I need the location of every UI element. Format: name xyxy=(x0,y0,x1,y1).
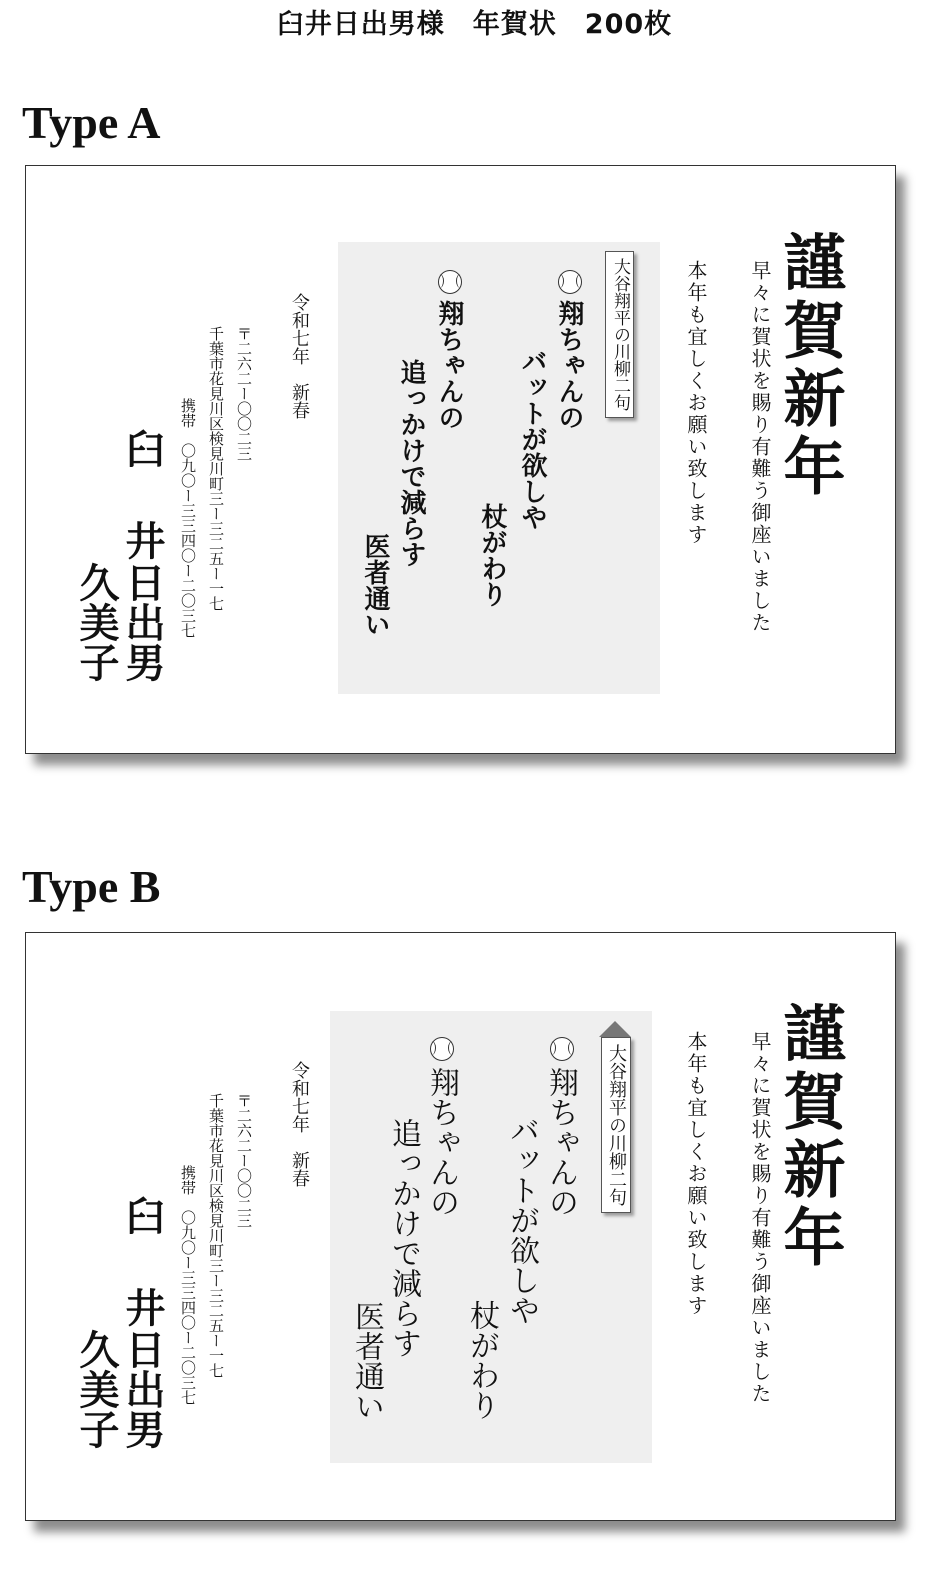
baseball-icon xyxy=(550,1037,574,1061)
poem-title-tag: 大谷翔平の川柳二句 xyxy=(605,251,634,418)
poem1-line1: 翔ちゃんの xyxy=(554,300,584,430)
address: 千葉市花見川区検見川町三ー三二五ー一七 xyxy=(207,1093,225,1378)
poem1-line3: 杖がわり xyxy=(464,1300,499,1420)
date: 令和七年 新春 xyxy=(289,293,310,419)
poem1-line2: バットが欲しや xyxy=(517,348,547,530)
date: 令和七年 新春 xyxy=(289,1061,310,1187)
type-a-label: Type A xyxy=(22,97,161,148)
poem2-line3: 医者通い xyxy=(349,1301,384,1421)
baseball-icon xyxy=(558,270,582,294)
message-line-1: 早々に賀状を賜り有難う御座いました xyxy=(748,260,772,634)
name-wife: 久美子 xyxy=(73,1329,120,1449)
poem2-line3: 医者通い xyxy=(360,533,390,637)
page-title: 臼井日出男様 年賀状 200枚 xyxy=(276,9,673,40)
poem2-line1: 翔ちゃんの xyxy=(424,1067,459,1217)
greeting: 謹賀新年 xyxy=(773,230,846,502)
name-husband: 日出男 xyxy=(119,1329,166,1449)
postal-code: 〒二六二ー〇〇二三 xyxy=(235,326,253,461)
poem2-line1: 翔ちゃんの xyxy=(434,300,464,430)
message-line-1: 早々に賀状を賜り有難う御座いました xyxy=(748,1031,772,1405)
greeting: 謹賀新年 xyxy=(773,1001,846,1273)
baseball-icon xyxy=(438,270,462,294)
name-wife: 久美子 xyxy=(73,562,120,682)
baseball-icon xyxy=(430,1037,454,1061)
poem-title-tag: 大谷翔平の川柳二句 xyxy=(601,1037,631,1213)
tag-arrow-icon xyxy=(599,1021,631,1037)
poem1-line2: バットが欲しや xyxy=(504,1115,539,1325)
poem2-line2: 追っかけで減らす xyxy=(396,359,426,567)
poem1-line3: 杖がわり xyxy=(477,503,507,607)
address: 千葉市花見川区検見川町三ー三二五ー一七 xyxy=(207,326,225,611)
poem2-line2: 追っかけで減らす xyxy=(386,1118,421,1358)
postal-code: 〒二六二ー〇〇二三 xyxy=(235,1093,253,1228)
phone: 携帯 〇九〇ー三三四〇ー二〇三七 xyxy=(179,398,197,638)
name-surname: 臼 井 xyxy=(119,1195,166,1333)
name-husband: 日出男 xyxy=(119,562,166,682)
card-type-a xyxy=(25,165,896,754)
name-surname: 臼 井 xyxy=(119,428,166,566)
phone: 携帯 〇九〇ー三三四〇ー二〇三七 xyxy=(179,1165,197,1405)
type-b-label: Type B xyxy=(22,861,161,912)
card-type-b xyxy=(25,932,896,1521)
message-line-2: 本年も宜しくお願い致します xyxy=(684,260,708,546)
message-line-2: 本年も宜しくお願い致します xyxy=(684,1031,708,1317)
poem1-line1: 翔ちゃんの xyxy=(543,1067,578,1217)
